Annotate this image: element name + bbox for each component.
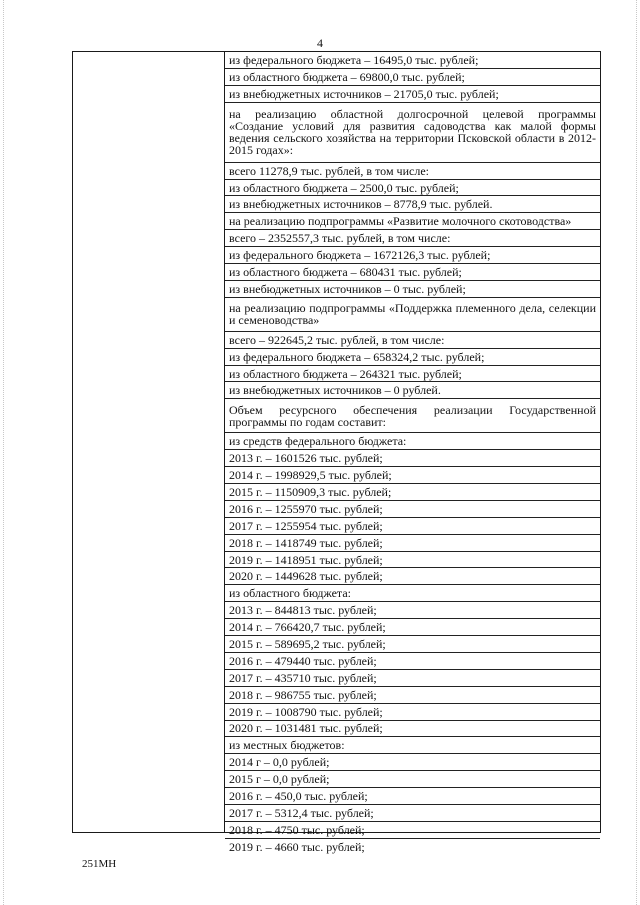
table-row	[225, 552, 600, 569]
row-text: из внебюджетных источников – 0 тыс. рублей;	[229, 281, 466, 296]
row-text: 2019 г. – 4660 тыс. рублей;	[229, 840, 365, 855]
table-row	[225, 619, 600, 636]
table-row	[225, 822, 600, 839]
row-text: всего – 2352557,3 тыс. рублей, в том числе:	[229, 231, 451, 246]
row-text: из федерального бюджета – 1672126,3 тыс. рублей;	[229, 248, 491, 263]
table-row	[225, 687, 600, 704]
row-text: 2018 г. – 986755 тыс. рублей;	[229, 687, 377, 702]
row-text: на реализацию областной долгосрочной целевой программы «Создание условий для развития садоводства как малой формы ведения сельского хозяйства на территории Псковской области в 2012-2015 годах»:	[229, 107, 596, 158]
table-row	[225, 721, 600, 738]
table-row	[225, 754, 600, 771]
table-row	[225, 213, 600, 230]
row-text: 2016 г. – 479440 тыс. рублей;	[229, 653, 377, 668]
row-text: из местных бюджетов:	[229, 738, 345, 753]
table-row	[225, 69, 600, 86]
row-text: из внебюджетных источников – 8778,9 тыс. рублей.	[229, 197, 493, 212]
row-text: всего 11278,9 тыс. рублей, в том числе:	[229, 163, 429, 178]
table-row	[225, 103, 600, 163]
table-row	[225, 399, 600, 433]
row-text: из средств федерального бюджета:	[229, 434, 407, 449]
table-row	[225, 771, 600, 788]
table-row	[225, 585, 600, 602]
table-row	[225, 737, 600, 754]
table-row	[225, 163, 600, 180]
row-text: 2018 г. – 1418749 тыс. рублей;	[229, 535, 383, 550]
table-row	[225, 450, 600, 467]
row-text: 2017 г. – 435710 тыс. рублей;	[229, 670, 377, 685]
scan-edge-right	[636, 0, 638, 905]
table-row	[225, 518, 600, 535]
row-text: из внебюджетных источников – 21705,0 тыс. рублей;	[229, 86, 499, 101]
table-row	[225, 788, 600, 805]
table-row	[225, 467, 600, 484]
table-row	[225, 230, 600, 247]
document-code: 251МН	[82, 858, 117, 870]
row-text: Объем ресурсного обеспечения реализации Государственной программы по годам составит:	[229, 402, 596, 429]
row-text: из областного бюджета – 2500,0 тыс. рублей;	[229, 180, 459, 195]
table-row	[225, 264, 600, 281]
table-row	[225, 839, 600, 856]
table-row	[225, 535, 600, 552]
table-row	[225, 86, 600, 103]
row-text: 2014 г. – 1998929,5 тыс. рублей;	[229, 468, 392, 483]
row-text: 2015 г. – 589695,2 тыс. рублей;	[229, 636, 386, 651]
table-left-column	[73, 52, 225, 832]
row-text: на реализацию подпрограммы «Развитие молочного скотоводства»	[229, 214, 572, 229]
table-row	[225, 484, 600, 501]
row-text: 2018 г. – 4750 тыс. рублей;	[229, 822, 365, 837]
table-row	[225, 196, 600, 213]
table-row	[225, 332, 600, 349]
row-text: из областного бюджета:	[229, 586, 351, 601]
row-text: 2019 г. – 1008790 тыс. рублей;	[229, 704, 383, 719]
row-text: 2014 г. – 766420,7 тыс. рублей;	[229, 620, 386, 635]
table-row	[225, 433, 600, 450]
table-row	[225, 366, 600, 383]
row-text: из областного бюджета – 680431 тыс. рублей;	[229, 264, 462, 279]
row-text: 2015 г. – 1150909,3 тыс. рублей;	[229, 484, 392, 499]
table-row	[225, 501, 600, 518]
table-row	[225, 670, 600, 687]
row-text: на реализацию подпрограммы «Поддержка племенного дела, селекции и семеноводства»	[229, 301, 596, 328]
row-text: 2016 г. – 1255970 тыс. рублей;	[229, 501, 383, 516]
table-row	[225, 704, 600, 721]
table-row	[225, 653, 600, 670]
table-row	[225, 382, 600, 399]
row-text: из федерального бюджета – 16495,0 тыс. рублей;	[229, 52, 479, 67]
row-text: 2017 г. – 5312,4 тыс. рублей;	[229, 805, 374, 820]
table-row	[225, 52, 600, 69]
row-text: 2013 г. – 1601526 тыс. рублей;	[229, 451, 383, 466]
row-text: 2013 г. – 844813 тыс. рублей;	[229, 603, 377, 618]
table-row	[225, 568, 600, 585]
table-row	[225, 180, 600, 197]
row-text: из областного бюджета – 69800,0 тыс. рублей;	[229, 69, 465, 84]
table-right-column	[225, 52, 600, 855]
row-text: всего – 922645,2 тыс. рублей, в том числе:	[229, 332, 445, 347]
row-text: 2019 г. – 1418951 тыс. рублей;	[229, 552, 383, 567]
table-row	[225, 349, 600, 366]
table-row	[225, 281, 600, 298]
table-row	[225, 247, 600, 264]
row-text: 2017 г. – 1255954 тыс. рублей;	[229, 518, 383, 533]
row-text: из федерального бюджета – 658324,2 тыс. рублей;	[229, 349, 485, 364]
page-number: 4	[317, 36, 323, 50]
table-row	[225, 805, 600, 822]
table-row	[225, 298, 600, 332]
row-text: из внебюджетных источников – 0 рублей.	[229, 383, 441, 398]
scan-edge-left	[3, 0, 5, 905]
resource-table	[72, 51, 601, 855]
row-text: 2016 г. – 450,0 тыс. рублей;	[229, 789, 368, 803]
row-text: 2020 г. – 1031481 тыс. рублей;	[229, 721, 383, 736]
row-text: 2020 г. – 1449628 тыс. рублей;	[229, 569, 383, 584]
table-row	[225, 636, 600, 653]
row-text: 2015 г – 0,0 рублей;	[229, 772, 330, 787]
table-row	[225, 602, 600, 619]
row-text: из областного бюджета – 264321 тыс. рублей;	[229, 366, 462, 381]
row-text: 2014 г – 0,0 рублей;	[229, 755, 330, 770]
